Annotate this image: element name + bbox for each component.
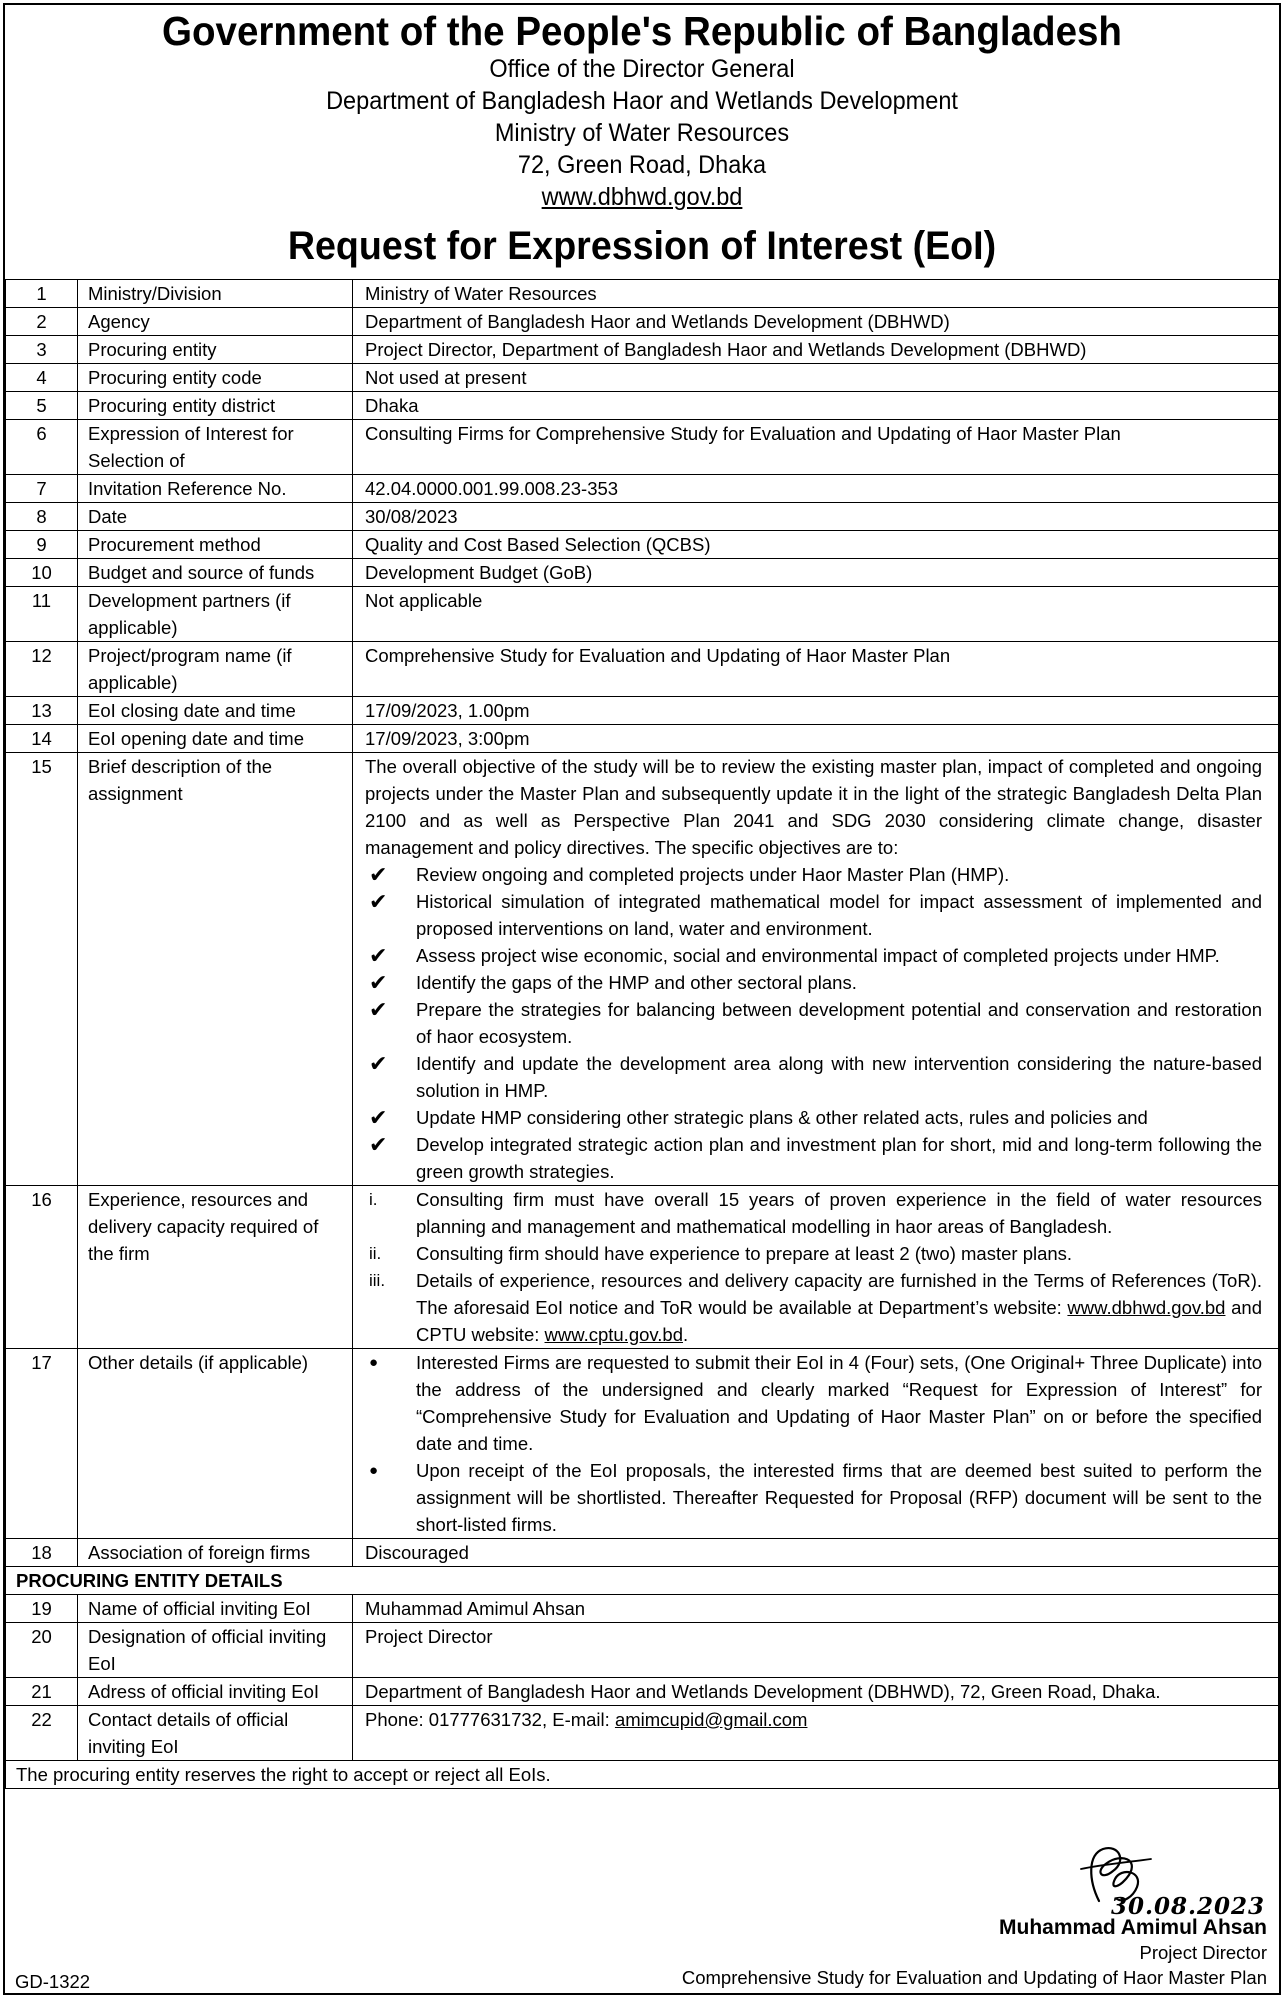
row-label: Procurement method [78, 531, 353, 559]
row-label: Expression of Interest for Selection of [78, 420, 353, 475]
row-number: 21 [6, 1678, 78, 1706]
row-value: Department of Bangladesh Haor and Wetlands Development (DBHWD) [353, 308, 1279, 336]
list-item [365, 1267, 1262, 1348]
table-row-assignment [6, 753, 1279, 1186]
row-number: 5 [6, 392, 78, 420]
list-marker: i. [369, 1190, 378, 1209]
gd-number: GD-1322 [15, 1971, 91, 1992]
list-item [365, 1050, 1262, 1104]
row-value: Project Director [353, 1623, 1279, 1678]
row-number: 19 [6, 1595, 78, 1623]
row-number: 8 [6, 503, 78, 531]
row-label: Name of official inviting EoI [78, 1595, 353, 1623]
table-row [6, 336, 1279, 364]
row-label: Brief description of the assignment [78, 753, 353, 1186]
table-row [6, 364, 1279, 392]
list-item [365, 1131, 1262, 1185]
row-number: 10 [6, 559, 78, 587]
row-number: 1 [6, 280, 78, 308]
row-label: Procuring entity district [78, 392, 353, 420]
row-label: Invitation Reference No. [78, 475, 353, 503]
list-item [365, 1349, 1262, 1457]
email-link[interactable]: amimcupid@gmail.com [614, 1709, 808, 1730]
signatory-name: Muhammad Amimul Ahsan [999, 1916, 1267, 1939]
row-value: Project Director, Department of Bangladesh Haor and Wetlands Development (DBHWD) [353, 336, 1279, 364]
list-item-text: Interested Firms are requested to submit their EoI in 4 (Four) sets, (One Original+ Three Duplicate) into the address of the undersigned and clearly marked “Request for Expression of Interest” for “Comprehensive Study for Evaluation and Updating of Haor Master Plan” on or before the specified date and time. [416, 1352, 1262, 1454]
check-icon: ✔ [369, 997, 388, 1022]
assignment-description: The overall objective of the study will be to review the existing master plan, impact of completed and ongoing projects under the Master Plan and subsequently update it in the light of the strategic Bangladesh Delta Plan 2100 and as well as Perspective Plan 2041 and SDG 2030 considering climate change, disaster management and policy directives. The specific objectives are to: [365, 756, 1262, 858]
check-icon: ✔ [369, 970, 388, 995]
table-row [6, 559, 1279, 587]
office-line: Office of the Director General [489, 55, 795, 83]
row-number: 14 [6, 725, 78, 753]
row-number: 9 [6, 531, 78, 559]
list-item [365, 942, 1262, 969]
row-value: Not applicable [353, 587, 1279, 642]
table-row [6, 642, 1279, 697]
list-item-text: . [683, 1324, 689, 1345]
row-number: 15 [6, 753, 78, 1186]
row-value: Comprehensive Study for Evaluation and Updating of Haor Master Plan [353, 642, 1279, 697]
experience-list [365, 1186, 1262, 1348]
department-line: Department of Bangladesh Haor and Wetlands Development [326, 87, 958, 115]
signatory-title: Project Director [1139, 1942, 1267, 1963]
check-icon: ✔ [369, 889, 388, 914]
list-item-text: Historical simulation of integrated mathematical model for impact assessment of implemented and proposed interventions on land, water and environment. [416, 891, 1262, 939]
row-number: 3 [6, 336, 78, 364]
row-value: 42.04.0000.001.99.008.23-353 [353, 475, 1279, 503]
row-value [353, 753, 1279, 1186]
table-row [6, 392, 1279, 420]
objectives-list [365, 861, 1262, 1185]
row-label: Experience, resources and delivery capacity required of the firm [78, 1186, 353, 1349]
list-item [365, 969, 1262, 996]
row-label: EoI closing date and time [78, 697, 353, 725]
list-item-text: Upon receipt of the EoI proposals, the interested firms that are deemed best suited to perform the assignment will be shortlisted. Thereafter Requested for Proposal (RFP) document will be sent to the short-listed firms. [416, 1460, 1262, 1535]
signature-date: 30.08.2023 [1110, 1893, 1265, 1920]
list-item-text: Assess project wise economic, social and environmental impact of completed projects under HMP. [416, 945, 1220, 966]
row-number: 2 [6, 308, 78, 336]
table-row [6, 280, 1279, 308]
row-value: Department of Bangladesh Haor and Wetlands Development (DBHWD), 72, Green Road, Dhaka. [353, 1678, 1279, 1706]
row-value: Development Budget (GoB) [353, 559, 1279, 587]
table-row [6, 420, 1279, 475]
list-item [365, 1186, 1262, 1240]
row-value: Muhammad Amimul Ahsan [353, 1595, 1279, 1623]
row-value [353, 1186, 1279, 1349]
list-item-text: Develop integrated strategic action plan and investment plan for short, mid and long-term following the green growth strategies. [416, 1134, 1262, 1182]
list-item [365, 1457, 1262, 1538]
cptu-website-link[interactable]: www.cptu.gov.bd [544, 1324, 683, 1345]
bullet-icon: ● [369, 1462, 379, 1479]
row-number: 12 [6, 642, 78, 697]
row-value: 17/09/2023, 1.00pm [353, 697, 1279, 725]
row-number: 4 [6, 364, 78, 392]
check-icon: ✔ [369, 1105, 388, 1130]
table-row [6, 1623, 1279, 1678]
section-title: PROCURING ENTITY DETAILS [6, 1567, 1279, 1595]
table-row [6, 1539, 1279, 1567]
signatory-block [682, 1915, 1267, 1990]
list-item [365, 888, 1262, 942]
row-number: 6 [6, 420, 78, 475]
bullet-icon: ● [369, 1354, 379, 1371]
list-item [365, 861, 1262, 888]
list-item-text: Identify the gaps of the HMP and other sectoral plans. [416, 972, 857, 993]
list-item-text: Details of experience, resources and delivery capacity are furnished in the Terms of References (ToR). The aforesaid EoI notice and ToR would be available at Department’s website: [416, 1270, 1262, 1318]
row-value: Not used at present [353, 364, 1279, 392]
row-label: Development partners (if applicable) [78, 587, 353, 642]
row-label: Project/program name (if applicable) [78, 642, 353, 697]
check-icon: ✔ [369, 1132, 388, 1157]
notice-page [3, 3, 1281, 1995]
row-number: 11 [6, 587, 78, 642]
row-value [353, 1349, 1279, 1539]
row-number: 18 [6, 1539, 78, 1567]
row-label: Date [78, 503, 353, 531]
table-row [6, 725, 1279, 753]
row-number: 17 [6, 1349, 78, 1539]
row-value: Ministry of Water Resources [353, 280, 1279, 308]
table-row [6, 475, 1279, 503]
check-icon: ✔ [369, 943, 388, 968]
notice-title: Request for Expression of Interest (EoI) [287, 224, 997, 268]
row-label: Procuring entity [78, 336, 353, 364]
signature-zone [5, 1827, 1279, 1997]
row-value: 17/09/2023, 3:00pm [353, 725, 1279, 753]
row-value: Consulting Firms for Comprehensive Study for Evaluation and Updating of Haor Master Plan [353, 420, 1279, 475]
row-label: Association of foreign firms [78, 1539, 353, 1567]
table-row [6, 587, 1279, 642]
row-label: EoI opening date and time [78, 725, 353, 753]
address-line: 72, Green Road, Dhaka [517, 151, 767, 179]
table-row [6, 697, 1279, 725]
row-number: 7 [6, 475, 78, 503]
government-title: Government of the People's Republic of Bangladesh [162, 8, 1122, 54]
table-row [6, 308, 1279, 336]
signatory-project: Comprehensive Study for Evaluation and Updating of Haor Master Plan [681, 1967, 1267, 1988]
list-item-text: Update HMP considering other strategic plans & other related acts, rules and policies and [416, 1107, 1148, 1128]
notice-header [5, 9, 1279, 269]
list-item-text: and CPTU website: [416, 1297, 1262, 1345]
list-item-text: Prepare the strategies for balancing between development potential and conservation and restoration of haor ecosystem. [416, 999, 1262, 1047]
row-label: Adress of official inviting EoI [78, 1678, 353, 1706]
website-link[interactable]: www.dbhwd.gov.bd [541, 183, 743, 211]
row-number: 16 [6, 1186, 78, 1349]
list-marker: iii. [369, 1271, 386, 1290]
table-row [6, 1595, 1279, 1623]
row-number: 13 [6, 697, 78, 725]
contact-text: Phone: 01777631732, E-mail: [365, 1709, 615, 1730]
row-label: Agency [78, 308, 353, 336]
list-item [365, 1104, 1262, 1131]
eoi-table [5, 279, 1279, 1789]
list-item [365, 996, 1262, 1050]
list-item-text: Consulting firm must have overall 15 years of proven experience in the field of water resources planning and management and mathematical modelling in haor areas of Bangladesh. [416, 1189, 1262, 1237]
row-label: Procuring entity code [78, 364, 353, 392]
department-website-link[interactable]: www.dbhwd.gov.bd [1067, 1297, 1226, 1318]
table-row [6, 531, 1279, 559]
table-row [6, 1678, 1279, 1706]
row-number: 20 [6, 1623, 78, 1678]
row-value: 30/08/2023 [353, 503, 1279, 531]
ministry-line: Ministry of Water Resources [494, 119, 790, 147]
other-details-list [365, 1349, 1262, 1538]
footer-note: The procuring entity reserves the right to accept or reject all EoIs. [6, 1761, 1279, 1789]
row-value: Dhaka [353, 392, 1279, 420]
footer-note-row [6, 1761, 1279, 1789]
table-row-contact [6, 1706, 1279, 1761]
list-item-text: Consulting firm should have experience to prepare at least 2 (two) master plans. [416, 1243, 1073, 1264]
list-item-text: Review ongoing and completed projects under Haor Master Plan (HMP). [416, 864, 1010, 885]
row-value [353, 1706, 1279, 1761]
section-header-row [6, 1567, 1279, 1595]
row-number: 22 [6, 1706, 78, 1761]
table-row-other-details [6, 1349, 1279, 1539]
list-marker: ii. [369, 1244, 382, 1263]
list-item-text: Identify and update the development area along with new intervention considering the nature-based solution in HMP. [416, 1053, 1262, 1101]
row-label: Contact details of official inviting EoI [78, 1706, 353, 1761]
check-icon: ✔ [369, 1051, 388, 1076]
row-label: Designation of official inviting EoI [78, 1623, 353, 1678]
check-icon: ✔ [369, 862, 388, 887]
row-value: Discouraged [353, 1539, 1279, 1567]
row-value: Quality and Cost Based Selection (QCBS) [353, 531, 1279, 559]
row-label: Budget and source of funds [78, 559, 353, 587]
table-row [6, 503, 1279, 531]
row-label: Other details (if applicable) [78, 1349, 353, 1539]
list-item [365, 1240, 1262, 1267]
row-label: Ministry/Division [78, 280, 353, 308]
table-row-experience [6, 1186, 1279, 1349]
